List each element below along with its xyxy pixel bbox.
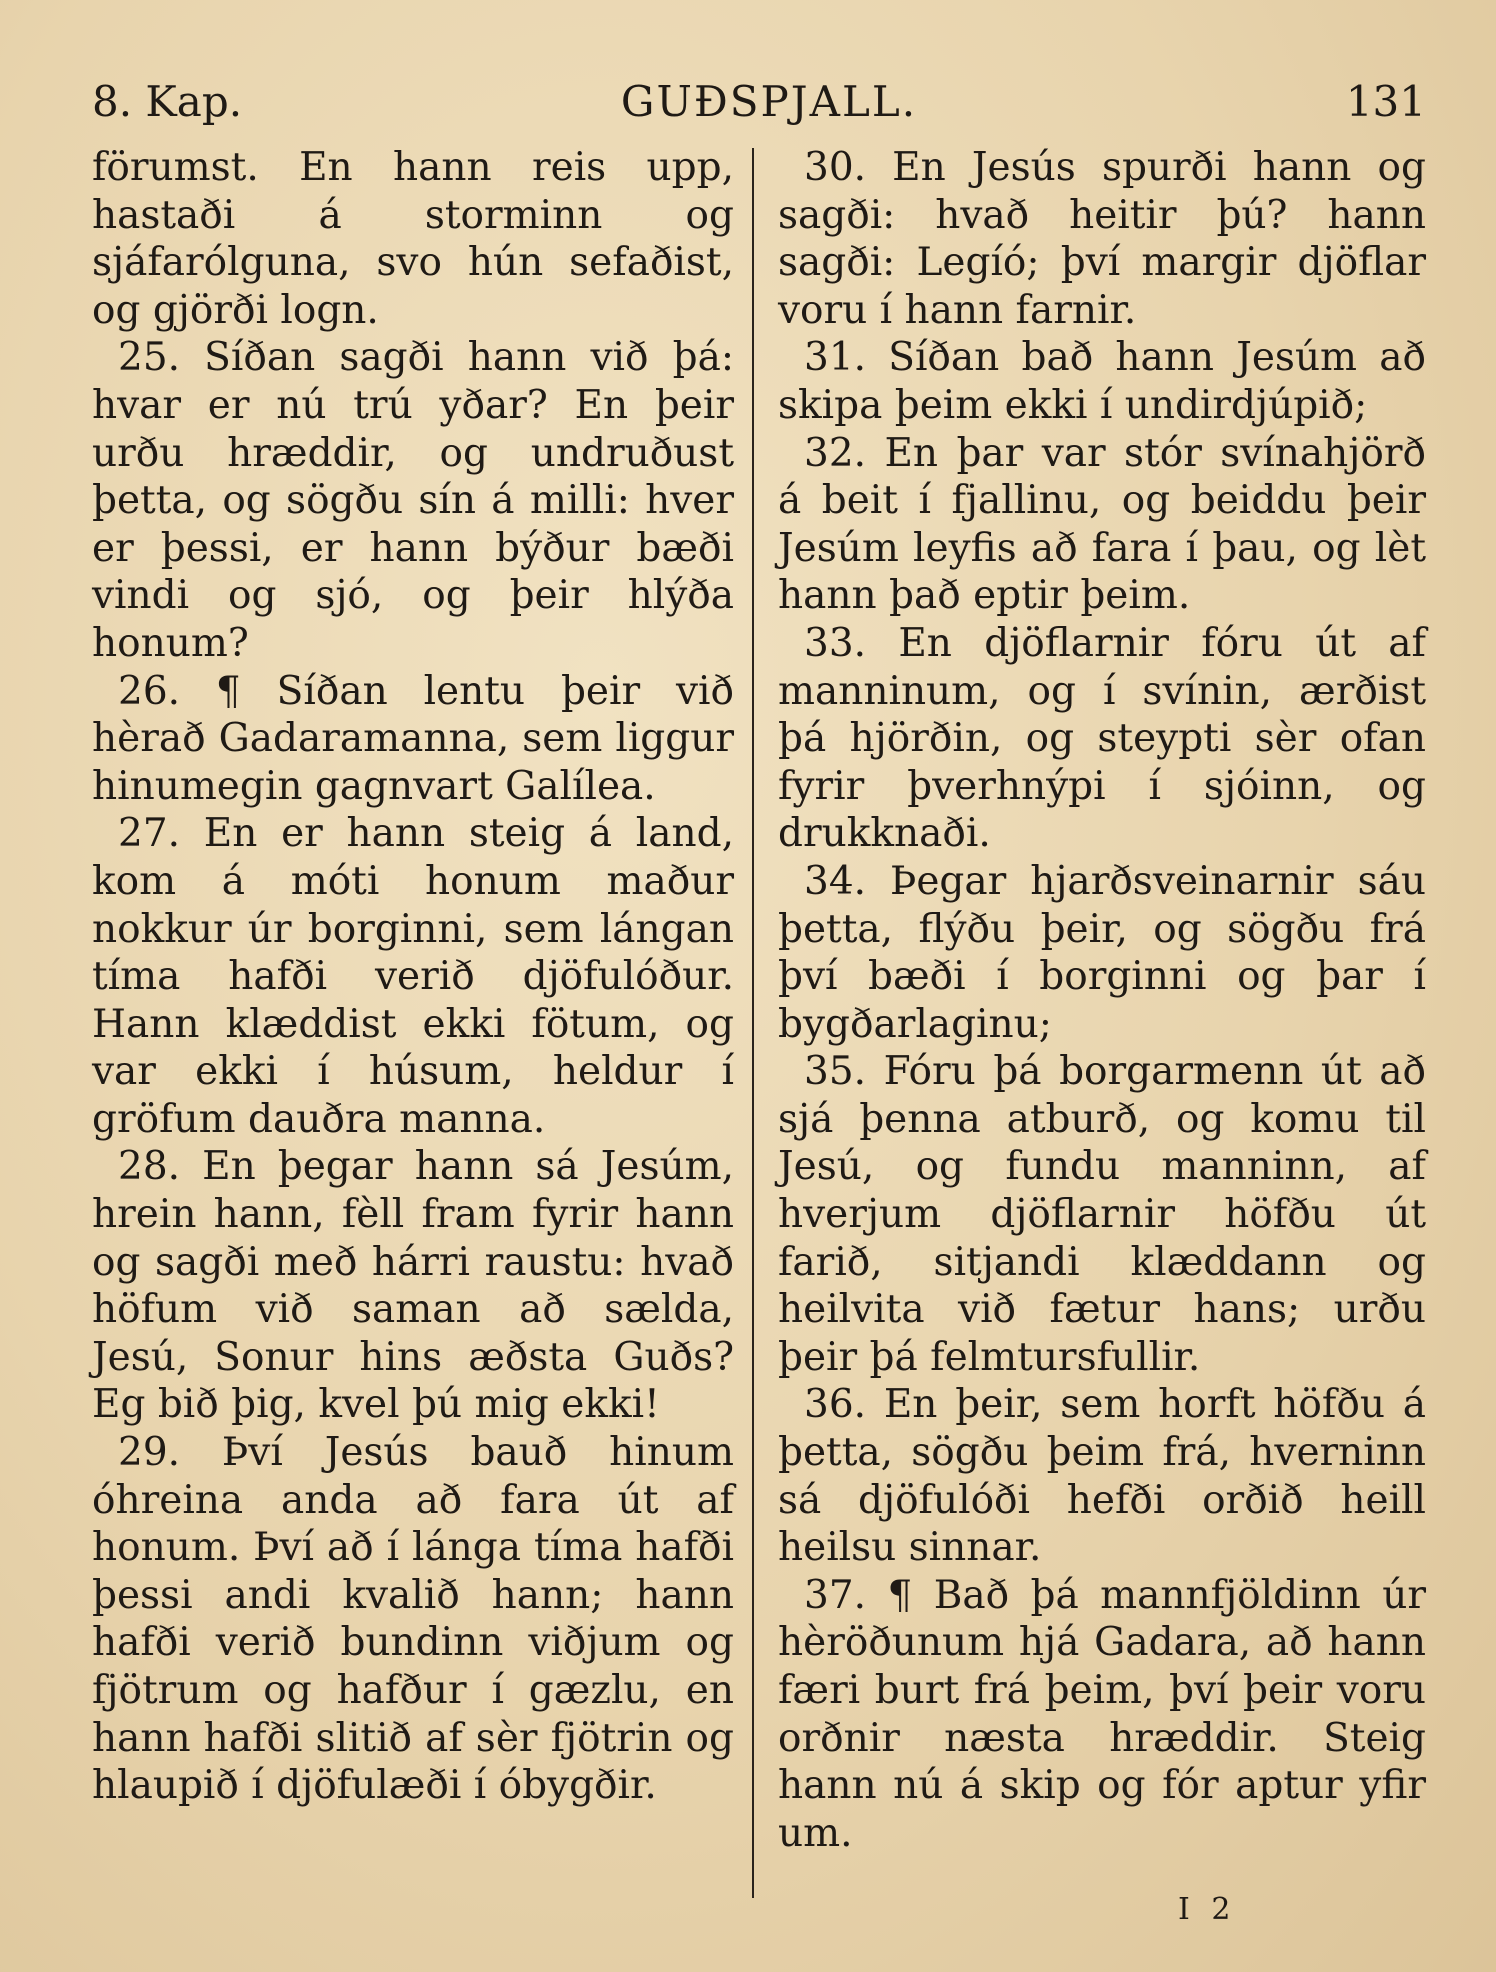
verse-25: 25. Síðan sagði hann við þá: hvar er nú trú yðar? En þeir urðu hræddir, og undruðust þetta, og sögðu sín á milli: hver er þessi, er hann býður bæði vindi og sjó, og þeir hlýða honum? (92, 335, 734, 666)
left-column (92, 144, 734, 1810)
verse-32: 32. En þar var stór svínahjörð á beit í fjallinu, og beiddu þeir Jesúm leyfis að fara í þau, og lèt hann það eptir þeim. (778, 430, 1426, 619)
verse-34: 34. Þegar hjarðsveinarnir sáu þetta, flýðu þeir, og sögðu frá því bæði í borginni og þar í bygðarlaginu; (778, 858, 1426, 1047)
verse-37: 37. ¶ Bað þá mannfjöldinn úr hèröðunum hjá Gadara, að hann færi burt frá þeim, því þeir voru orðnir næsta hræddir. Steig hann nú á skip og fór aptur yfir um. (778, 1572, 1426, 1856)
verse-27: 27. En er hann steig á land, kom á móti honum maður nokkur úr borginni, sem lángan tíma hafði verið djöfulóður. Hann klæddist ekki fötum, og var ekki í húsum, heldur í gröfum dauðra manna. (92, 811, 734, 1142)
verse-26: 26. ¶ Síðan lentu þeir við hèrað Gadaramanna, sem liggur hinumegin gagnvart Galílea. (92, 668, 734, 809)
page-title: GUÐSPJALL. (620, 77, 918, 126)
verse-33: 33. En djöflarnir fóru út af manninum, og í svínin, ærðist þá hjörðin, og steypti sèr ofan fyrir þverhnýpi í sjóinn, og drukknaði. (778, 620, 1426, 857)
verse-35: 35. Fóru þá borgarmenn út að sjá þenna atburð, og komu til Jesú, og fundu manninn, af hverjum djöflarnir höfðu út farið, sitjandi klæddann og heilvita við fætur hans; urðu þeir þá felmtursfullir. (778, 1049, 1426, 1380)
verse-30: 30. En Jesús spurði hann og sagði: hvað heitir þú? hann sagði: Legíó; því margir djöflar voru í hann farnir. (778, 145, 1426, 333)
right-column (778, 144, 1426, 1857)
verse-29: 29. Því Jesús bauð hinum óhreina anda að fara út af honum. Því að í lánga tíma hafði þessi andi kvalið hann; hann hafði verið bundinn viðjum og fjötrum og hafður í gæzlu, en hann hafði slitið af sèr fjötrin og hlaupið í djöfulæði í óbygðir. (92, 1430, 734, 1809)
page-number: 131 (1345, 77, 1426, 126)
chapter-label: 8. Kap. (92, 77, 243, 126)
verse-36: 36. En þeir, sem horft höfðu á þetta, sögðu þeim frá, hverninn sá djöfulóði hefði orðið heill heilsu sinnar. (778, 1382, 1426, 1571)
verse-continuation: förumst. En hann reis upp, hastaði á storminn og sjáfarólguna, svo hún sefaðist, og gjörði logn. (92, 145, 734, 333)
running-header (92, 72, 1426, 132)
verse-31: 31. Síðan bað hann Jesúm að skipa þeim ekki í undirdjúpið; (778, 335, 1426, 428)
column-divider (752, 148, 754, 1898)
signature-mark: I 2 (1178, 1892, 1237, 1927)
verse-28: 28. En þegar hann sá Jesúm, hrein hann, fèll fram fyrir hann og sagði með hárri raustu: hvað höfum við saman að sælda, Jesú, Sonur hins æðsta Guðs? Eg bið þig, kvel þú mig ekki! (92, 1144, 734, 1428)
